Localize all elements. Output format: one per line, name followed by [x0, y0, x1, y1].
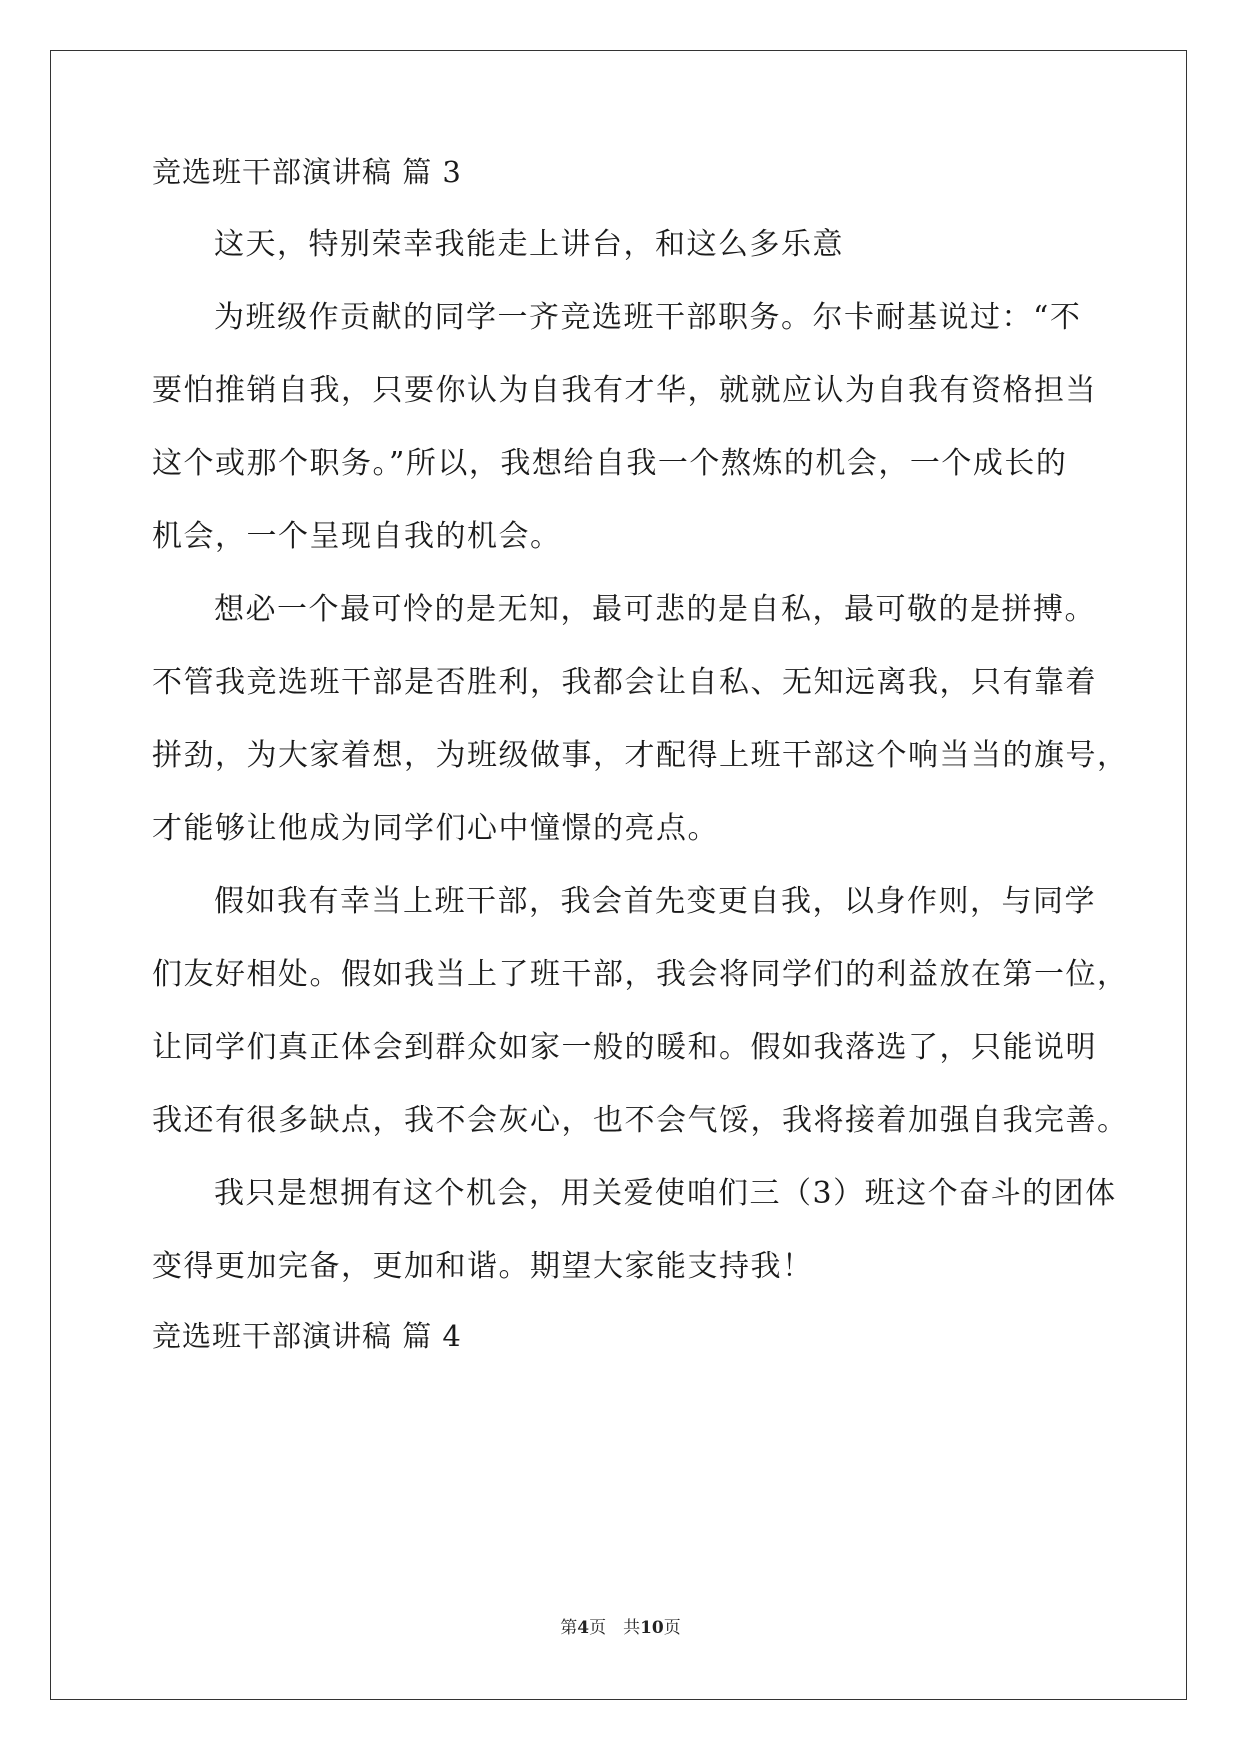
paragraph-4-line-4: 我还有很多缺点，我不会灰心，也不会气馁，我将接着加强自我完善。: [152, 1103, 1129, 1138]
paragraph-2-line-3: 这个或那个职务。”所以，我想给自我一个熬炼的机会，一个成长的: [152, 446, 1068, 481]
paragraph-1-line-1: 这天，特别荣幸我能走上讲台，和这么多乐意: [214, 227, 844, 262]
paragraph-5-line-2: 变得更加完备，更加和谐。期望大家能支持我！: [152, 1249, 814, 1284]
total-page-number: 10: [640, 1618, 664, 1638]
section-heading-4: 竞选班干部演讲稿 篇 4: [152, 1319, 462, 1353]
current-page-number: 4: [577, 1618, 590, 1638]
paragraph-4-line-1: 假如我有幸当上班干部，我会首先变更自我，以身作则，与同学: [214, 884, 1096, 919]
page-prefix: 第: [560, 1618, 578, 1638]
paragraph-5-line-1: 我只是想拥有这个机会，用关爱使咱们三（3）班这个奋斗的团体: [214, 1176, 1117, 1211]
paragraph-3-line-1: 想必一个最可怜的是无知，最可悲的是自私，最可敬的是拼搏。: [214, 592, 1096, 627]
paragraph-4-line-2: 们友好相处。假如我当上了班干部，我会将同学们的利益放在第一位，: [152, 957, 1129, 992]
page-separator: 页 共: [589, 1618, 641, 1638]
paragraph-3-line-2: 不管我竞选班干部是否胜利，我都会让自私、无知远离我，只有靠着: [152, 665, 1097, 700]
page-suffix: 页: [663, 1618, 681, 1638]
section-heading-3: 竞选班干部演讲稿 篇 3: [152, 155, 462, 189]
page-number-footer: [0, 1617, 1241, 1639]
paragraph-2-line-4: 机会，一个呈现自我的机会。: [152, 519, 562, 554]
paragraph-3-line-3: 拼劲，为大家着想，为班级做事，才配得上班干部这个响当当的旗号，: [152, 738, 1129, 773]
paragraph-4-line-3: 让同学们真正体会到群众如家一般的暖和。假如我落选了，只能说明: [152, 1030, 1097, 1065]
paragraph-2-line-1: 为班级作贡献的同学一齐竞选班干部职务。尔卡耐基说过：“不: [214, 300, 1082, 335]
paragraph-3-line-4: 才能够让他成为同学们心中憧憬的亮点。: [152, 811, 719, 846]
paragraph-2-line-2: 要怕推销自我，只要你认为自我有才华，就就应认为自我有资格担当: [152, 373, 1097, 408]
